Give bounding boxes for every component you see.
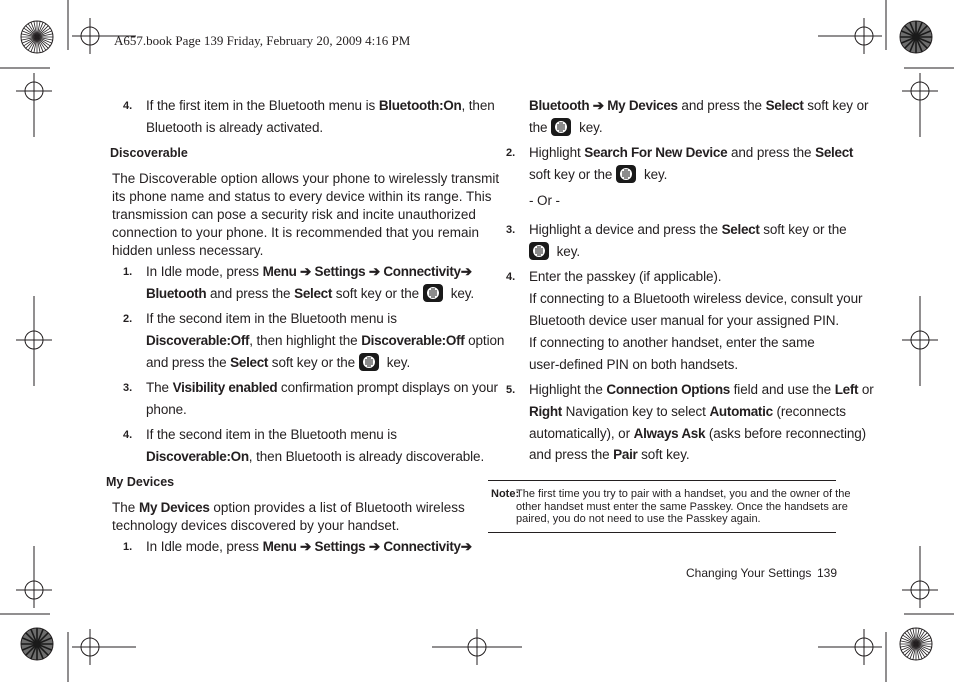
step-text: Highlight Search For New Device and press the Select [529,145,854,160]
step-text-line3: and press the Select soft key or the key. [146,355,411,370]
step-text-line2: Discoverable:On, then Bluetooth is already discoverable. [146,449,485,464]
step-number: 4. [123,429,133,441]
step-text: Bluetooth device user manual for your assigned PIN. [529,313,840,328]
page-number: 139 [817,566,838,580]
step-text-line2: Right Navigation key to select Automatic (reconnects [529,404,846,419]
discoverable-paragraph: The Discoverable option allows your phone to wirelessly transmit its phone name and status to every device within its range. This transmission can pose a security risk and incite unauthorized connection to your phone. It is recommended that you remain hidden unless necessary. [112,171,500,258]
starburst-top-left [21,21,53,53]
menu-key-icon [551,118,571,136]
step-number: 2. [123,313,133,325]
step-number: 2. [506,147,516,159]
starburst-top-right [900,21,932,53]
section-heading-discoverable: Discoverable [110,146,188,160]
menu-key-icon [529,242,549,260]
step-text: If the second item in the Bluetooth menu is [146,427,397,442]
step-text-line2: key. [525,241,580,263]
note-bottom-rule [488,532,836,533]
step-text-line2: Bluetooth and press the Select soft key or the key. [146,286,475,301]
section-heading-my-devices: My Devices [106,475,175,489]
crosshair-right-bottom [902,546,938,608]
print-header: A657.book Page 139 Friday, February 20, 2009 4:16 PM [114,33,411,48]
crosshair-left-mid [16,296,52,386]
step-text: In Idle mode, press Menu ➔ Settings ➔ Connectivity➔ [146,264,472,279]
step-text-line2: soft key or the key. [529,167,668,182]
menu-key-icon [359,353,379,371]
step-number: 4. [506,271,516,283]
note-label: Note: [491,488,520,500]
crosshair-left-top [16,73,52,137]
starburst-bottom-right [900,628,932,660]
step-text-line2: Discoverable:Off, then highlight the Discoverable:Off option [146,333,505,348]
crosshair-right-top [902,73,938,137]
menu-key-icon [423,284,443,302]
step-text: The Visibility enabled confirmation prompt displays on your [146,380,498,395]
footer-section-title: Changing Your Settings [686,566,812,580]
crosshair-left-bottom [16,546,52,608]
step-text: If connecting to a Bluetooth wireless device, consult your [529,291,863,306]
step-text: user-defined PIN on both handsets. [529,357,738,372]
crosshair-bottom-center [432,629,522,665]
step-number: 1. [123,541,133,553]
step-number: 4. [123,100,133,112]
step-text-line3: automatically), or Always Ask (asks before reconnecting) [529,426,867,441]
step-text: In Idle mode, press Menu ➔ Settings ➔ Connectivity➔ [146,539,472,554]
step-number: 3. [123,382,133,394]
step-continuation: Bluetooth ➔ My Devices and press the Select soft key or [529,98,869,113]
step-text-line2: phone. [146,402,187,417]
or-separator: - Or - [529,193,560,208]
step-continuation-line2: the key. [529,120,603,135]
starburst-bottom-left [21,628,53,660]
crosshair-top-right [818,18,882,54]
crosshair-bottom-left [72,629,136,665]
note-text: The first time you try to pair with a handset, you and the owner of the other handset must enter the same Passkey. Once the handsets are paired, you do not need to use the Passkey again. [516,488,851,525]
step-text: Highlight the Connection Options field and use the Left or [529,382,874,397]
step-number: 5. [506,384,516,396]
step-text: If the second item in the Bluetooth menu is [146,311,397,326]
step-text: Highlight a device and press the Select soft key or the [529,222,847,237]
note-top-rule [488,480,836,481]
crosshair-bottom-right [818,629,882,665]
step-text: If the first item in the Bluetooth menu is Bluetooth:On, then [146,98,495,113]
step-text-line4: and press the Pair soft key. [529,447,690,462]
crosshair-right-mid [902,296,938,386]
step-text: If connecting to another handset, enter the same [529,335,815,350]
menu-key-icon [616,165,636,183]
step-number: 3. [506,224,516,236]
step-number: 1. [123,266,133,278]
step-text: Enter the passkey (if applicable). [529,269,722,284]
step-text-line2: Bluetooth is already activated. [146,120,324,135]
my-devices-paragraph: The My Devices option provides a list of Bluetooth wireless technology devices discovered by your handset. [112,500,465,533]
